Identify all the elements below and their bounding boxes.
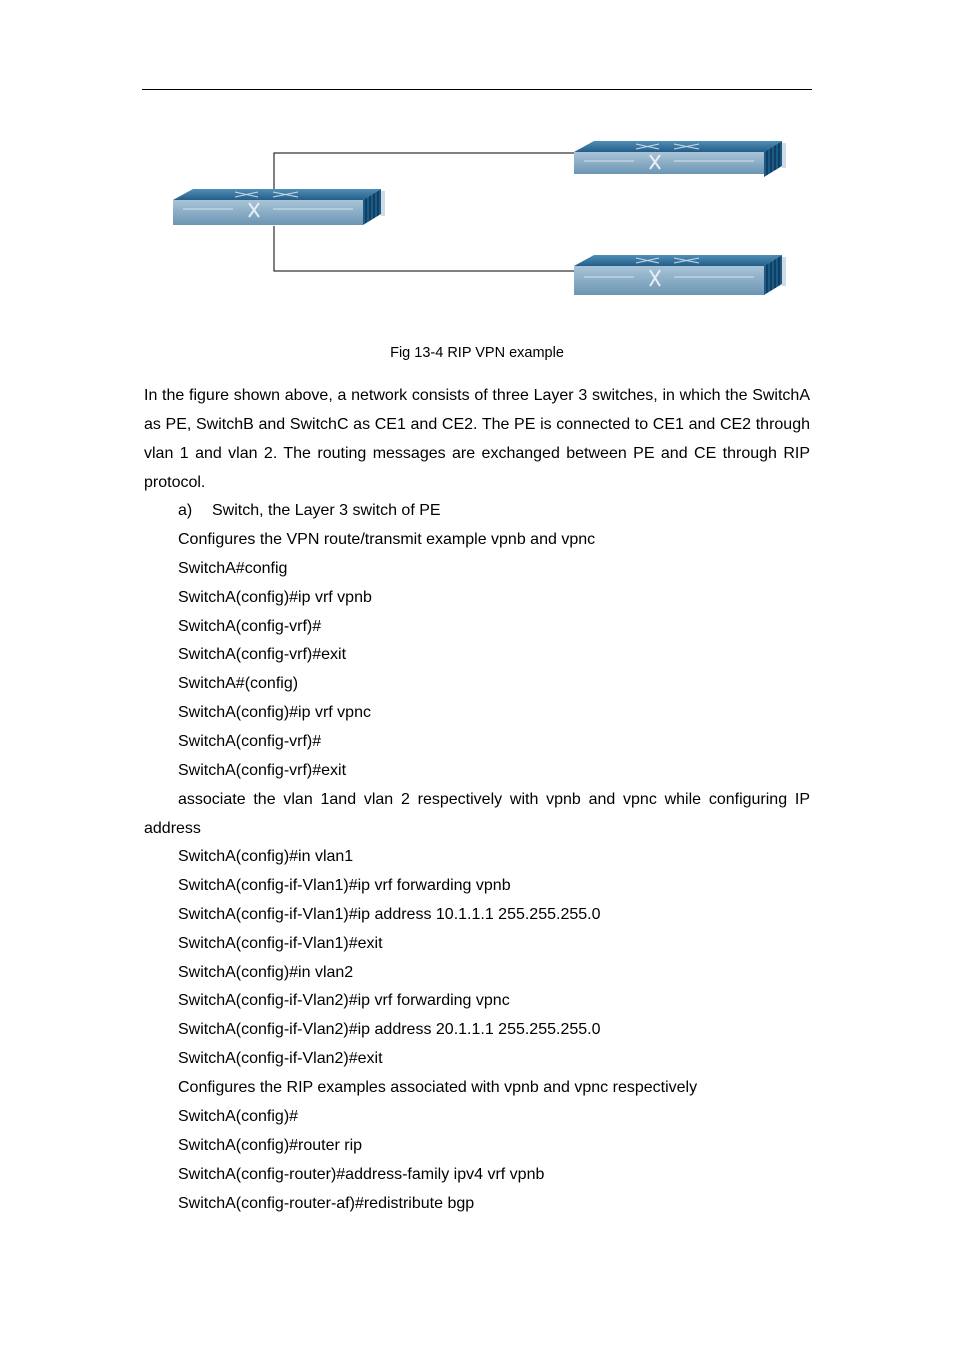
config-line: SwitchA(config-router)#address-family ipv4 vrf vpnb [178, 1165, 545, 1183]
switch-icon [574, 255, 786, 295]
config-line: SwitchA(config-vrf)#exit [178, 762, 347, 780]
config-line: Configures the RIP examples associated with vpnb and vpnc respectively [178, 1079, 698, 1097]
link-vlan1 [274, 153, 578, 194]
link-vlan2 [274, 226, 578, 271]
associate-paragraph [144, 786, 810, 844]
config-line: SwitchA(config)#ip vrf vpnb [178, 588, 372, 606]
header-rule [142, 89, 812, 90]
config-line: SwitchA#(config) [178, 675, 299, 693]
list-marker: a) [178, 502, 193, 519]
config-line: SwitchA(config)# [178, 1108, 299, 1126]
config-line: SwitchA(config)#router rip [178, 1136, 363, 1154]
config-line: SwitchA(config)#in vlan1 [178, 848, 354, 865]
config-line: SwitchA(config-if-Vlan2)#ip address 20.1.1.1 255.255.255.0 [178, 1021, 601, 1039]
intro-paragraph: In the figure shown above, a network consists of three Layer 3 switches, in which the SwitchA as PE, SwitchB and SwitchC as CE1 and CE2. The PE is connected to CE1 and CE2 through vlan 1 and vlan 2. The routing messages are exchanged between PE and CE through RIP protocol. [144, 387, 810, 491]
config-line: SwitchA#config [178, 559, 288, 577]
list-item-a [178, 497, 810, 526]
switch-icon [574, 141, 786, 177]
config-line: SwitchA(config-vrf)# [178, 733, 322, 751]
config-line: SwitchA(config-vrf)# [178, 617, 322, 635]
config-line: SwitchA(config)#ip vrf vpnc [178, 704, 371, 722]
config-line: SwitchA(config-if-Vlan1)#ip vrf forwarding vpnb [178, 876, 511, 894]
config-steps-block-1 [178, 497, 810, 786]
associate-line-1: associate the vlan 1and vlan 2 respectively with vpnb and vpnc while configuring IP [178, 791, 810, 808]
config-line: SwitchA(config-if-Vlan1)#ip address 10.1.1.1 255.255.255.0 [178, 905, 601, 923]
figure-caption: Fig 13-4 RIP VPN example [390, 345, 564, 361]
config-line: SwitchA(config-if-Vlan1)#exit [178, 934, 383, 952]
associate-line-2: address [144, 819, 201, 837]
config-line: SwitchA(config-if-Vlan2)#ip vrf forwarding vpnc [178, 992, 510, 1010]
config-steps-block-2 [178, 843, 810, 1219]
config-line: SwitchA(config-vrf)#exit [178, 646, 347, 664]
network-diagram [160, 125, 810, 315]
config-line: Configures the VPN route/transmit example vpnb and vpnc [178, 530, 596, 548]
config-line: SwitchA(config-router-af)#redistribute bgp [178, 1194, 475, 1212]
config-line: SwitchA(config-if-Vlan2)#exit [178, 1050, 383, 1068]
list-item-text: Switch, the Layer 3 switch of PE [212, 502, 441, 519]
switch-icon [173, 189, 385, 225]
config-line: SwitchA(config)#in vlan2 [178, 963, 354, 981]
